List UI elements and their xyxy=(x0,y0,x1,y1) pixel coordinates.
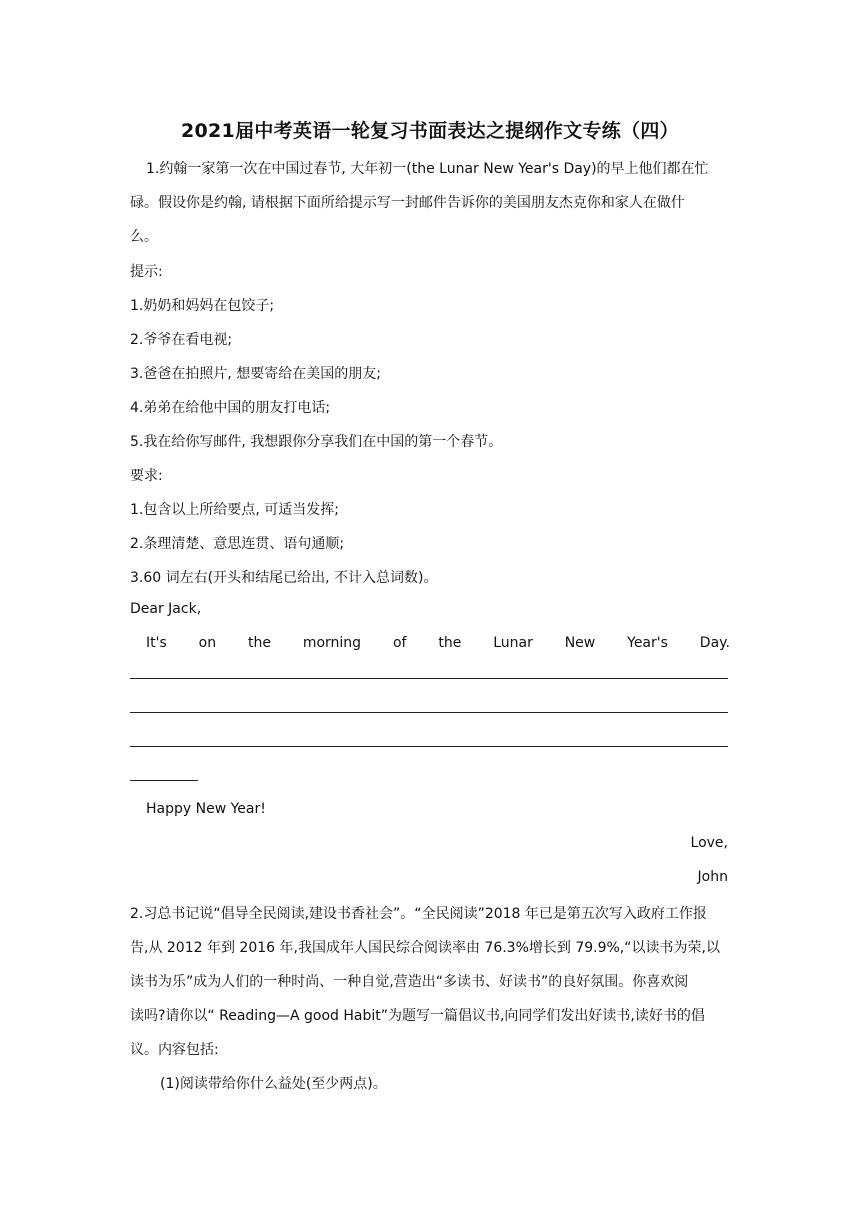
word: the xyxy=(247,635,271,651)
q1-hint-5: 5.我在给你写邮件, 我想跟你分享我们在中国的第一个春节。 xyxy=(130,434,503,450)
answer-blank-line-1[interactable] xyxy=(130,678,728,679)
word: on xyxy=(198,635,217,651)
q2-line-3: 读书为乐”成为人们的一种时尚、一种自觉,营造出“多读书、好读书”的良好氛围。你喜欢阅 xyxy=(130,974,689,990)
q2-line-1: 2.习总书记说“倡导全民阅读,建设书香社会”。“全民阅读”2018 年已是第五次写入政府工作报 xyxy=(130,906,707,922)
answer-blank-line-2[interactable] xyxy=(130,712,728,713)
q1-requirement-label: 要求: xyxy=(130,468,163,484)
letter-signoff: Love, xyxy=(690,835,728,851)
word: Day. xyxy=(699,635,730,651)
q2-line-5: 议。内容包括: xyxy=(130,1042,219,1058)
word: Year's xyxy=(627,635,668,651)
letter-first-sentence xyxy=(146,635,730,651)
answer-blank-line-4[interactable] xyxy=(130,780,198,781)
q2-line-2: 告,从 2012 年到 2016 年,我国成年人国民综合阅读率由 76.3%增长到 79.9%,“以读书为荣,以 xyxy=(130,940,720,956)
q1-intro-line-1: 1.约翰一家第一次在中国过春节, 大年初一(the Lunar New Year's Day)的早上他们都在忙 xyxy=(146,161,709,177)
word: morning xyxy=(302,635,362,651)
answer-blank-line-3[interactable] xyxy=(130,746,728,747)
q1-requirement-2: 2.条理清楚、意思连贯、语句通顺; xyxy=(130,536,345,552)
q2-item-1: (1)阅读带给你什么益处(至少两点)。 xyxy=(160,1076,387,1092)
word: of xyxy=(392,635,407,651)
word: New xyxy=(564,635,596,651)
q1-hint-label: 提示: xyxy=(130,264,163,280)
q1-hint-1: 1.奶奶和妈妈在包饺子; xyxy=(130,298,275,314)
q1-intro-line-3: 么。 xyxy=(130,229,158,245)
q2-line-4: 读吗?请你以“ Reading—A good Habit”为题写一篇倡议书,向同学们发出好读书,读好书的倡 xyxy=(130,1008,705,1024)
word: Lunar xyxy=(493,635,533,651)
letter-signature: John xyxy=(697,869,728,885)
letter-greeting: Dear Jack, xyxy=(130,601,202,617)
page-title: 2021届中考英语一轮复习书面表达之提纲作文专练（四） xyxy=(181,120,679,142)
q1-hint-4: 4.弟弟在给他中国的朋友打电话; xyxy=(130,400,331,416)
q1-requirement-1: 1.包含以上所给要点, 可适当发挥; xyxy=(130,502,339,518)
word: the xyxy=(438,635,462,651)
q1-hint-3: 3.爸爸在拍照片, 想要寄给在美国的朋友; xyxy=(130,366,381,382)
letter-closing: Happy New Year! xyxy=(146,801,266,817)
q1-intro-line-2: 碌。假设你是约翰, 请根据下面所给提示写一封邮件告诉你的美国朋友杰克你和家人在做什 xyxy=(130,195,685,211)
q1-hint-2: 2.爷爷在看电视; xyxy=(130,332,233,348)
q1-requirement-3: 3.60 词左右(开头和结尾已给出, 不计入总词数)。 xyxy=(130,570,438,586)
word: It's xyxy=(146,635,167,651)
